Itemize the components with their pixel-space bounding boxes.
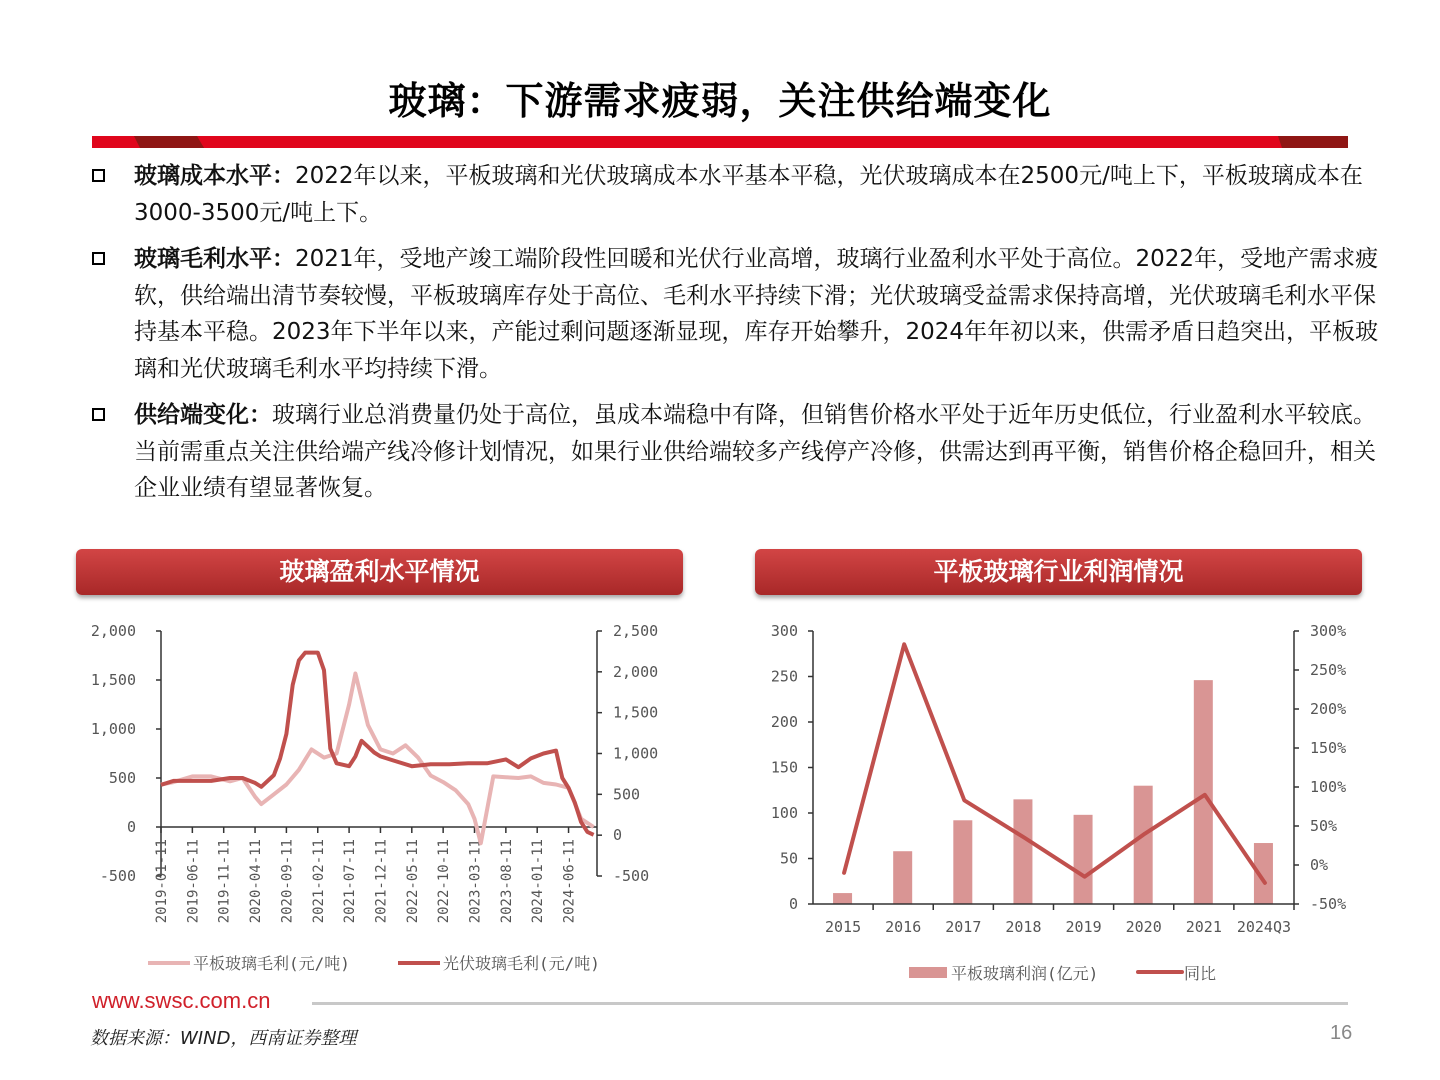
svg-text:150: 150: [770, 758, 798, 777]
page-title: 玻璃：下游需求疲弱，关注供给端变化: [388, 79, 1052, 123]
bullet-list: [92, 158, 1382, 517]
svg-text:2017: 2017: [945, 918, 982, 936]
svg-text:2,000: 2,000: [613, 662, 659, 681]
bullet-gross-margin: [92, 241, 1382, 387]
svg-text:500: 500: [108, 769, 136, 787]
svg-text:100: 100: [770, 804, 798, 822]
right-chart-title: 平板玻璃行业利润情况: [755, 549, 1362, 595]
svg-text:2024Q3: 2024Q3: [1236, 918, 1292, 936]
svg-text:0: 0: [613, 826, 623, 845]
svg-text:2,000: 2,000: [90, 622, 136, 640]
svg-text:200: 200: [770, 713, 798, 731]
svg-text:2019: 2019: [1065, 918, 1102, 936]
svg-text:300: 300: [770, 622, 798, 640]
title-divider-bar: [92, 136, 1348, 148]
svg-text:1,000: 1,000: [90, 720, 136, 738]
svg-text:2021: 2021: [1185, 918, 1222, 936]
svg-text:2019-06-11: 2019-06-11: [185, 839, 202, 924]
bullet-text: 2021年，受地产竣工端阶段性回暖和光伏行业高增，玻璃行业盈利水平处于高位。2022年，受地产需求疲软，供给端出清节奏较慢，平板玻璃库存处于高位、毛利水平持续下滑；光伏玻璃受益需求保持高增，光伏玻璃毛利水平保持基本平稳。2023年下半年以来，产能过剩问题逐渐显现，库存开始攀升，2024年年初以来，供需矛盾日趋突出，平板玻璃和光伏玻璃毛利水平均持续下滑。: [134, 246, 1379, 382]
svg-text:1,500: 1,500: [90, 671, 136, 689]
svg-text:250: 250: [770, 667, 798, 686]
svg-text:2024-01-11: 2024-01-11: [530, 839, 547, 924]
flat-glass-profit-combo-chart: [755, 610, 1365, 990]
svg-text:250%: 250%: [1310, 661, 1347, 679]
svg-text:2024-06-11: 2024-06-11: [561, 839, 578, 924]
svg-text:0%: 0%: [1310, 856, 1329, 874]
svg-text:300%: 300%: [1310, 622, 1347, 640]
svg-text:500: 500: [613, 785, 641, 804]
svg-text:同比: 同比: [1184, 964, 1217, 983]
square-bullet-icon: [92, 408, 105, 421]
bullet-text: 玻璃行业总消费量仍处于高位，虽成本端稳中有降，但销售价格水平处于近年历史低位，行业盈利水平较底。当前需重点关注供给端产线冷修计划情况，如果行业供给端较多产线停产冷修，供需达到再平衡，销售价格企稳回升，相关企业业绩有望显著恢复。: [134, 402, 1376, 501]
bullet-label: 供给端变化：: [134, 402, 272, 428]
svg-text:2015: 2015: [825, 918, 862, 936]
svg-text:2020: 2020: [1125, 918, 1162, 936]
svg-text:2021-02-11: 2021-02-11: [310, 839, 327, 924]
svg-text:-500: -500: [99, 867, 136, 885]
footer-url[interactable]: www.swsc.com.cn: [92, 988, 271, 1013]
svg-text:0: 0: [788, 895, 798, 913]
glass-margin-line-chart: [76, 610, 686, 990]
svg-text:0: 0: [126, 818, 136, 836]
svg-text:-50%: -50%: [1310, 895, 1347, 913]
svg-text:200%: 200%: [1310, 700, 1347, 718]
svg-text:2022-05-11: 2022-05-11: [404, 839, 421, 924]
svg-text:平板玻璃毛利(元/吨): 平板玻璃毛利(元/吨): [193, 954, 350, 973]
page-number: 16: [1330, 1022, 1353, 1044]
left-chart-title: 玻璃盈利水平情况: [76, 549, 683, 595]
svg-text:2020-09-11: 2020-09-11: [279, 839, 296, 924]
svg-text:光伏玻璃毛利(元/吨): 光伏玻璃毛利(元/吨): [443, 954, 600, 973]
svg-text:50%: 50%: [1310, 817, 1338, 835]
svg-text:50: 50: [779, 849, 798, 868]
square-bullet-icon: [92, 252, 105, 265]
bullet-text: 2022年以来，平板玻璃和光伏玻璃成本水平基本平稳，光伏玻璃成本在2500元/吨上下，平板玻璃成本在3000-3500元/吨上下。: [134, 163, 1363, 226]
bullet-label: 玻璃毛利水平：: [134, 246, 295, 272]
svg-text:2020-04-11: 2020-04-11: [248, 839, 265, 924]
square-bullet-icon: [92, 169, 105, 182]
bullet-cost-level: [92, 158, 1382, 231]
svg-text:-500: -500: [613, 867, 650, 885]
svg-text:1,500: 1,500: [613, 703, 659, 722]
footer-divider: [312, 1002, 1348, 1005]
svg-text:2019-11-11: 2019-11-11: [216, 839, 233, 924]
svg-text:2022-10-11: 2022-10-11: [436, 839, 453, 924]
svg-text:2023-08-11: 2023-08-11: [498, 839, 515, 924]
svg-text:2021-07-11: 2021-07-11: [342, 839, 359, 924]
svg-text:2016: 2016: [885, 918, 922, 936]
svg-text:2018: 2018: [1005, 918, 1042, 936]
svg-text:平板玻璃利润(亿元): 平板玻璃利润(亿元): [951, 964, 1099, 983]
svg-text:150%: 150%: [1310, 739, 1347, 757]
svg-text:2021-12-11: 2021-12-11: [373, 839, 390, 924]
data-source-note: 数据来源：WIND，西南证券整理: [90, 1028, 357, 1049]
svg-text:2,500: 2,500: [613, 622, 659, 640]
svg-text:2023-03-11: 2023-03-11: [467, 839, 484, 924]
bullet-supply-change: [92, 397, 1382, 507]
bullet-label: 玻璃成本水平：: [134, 163, 295, 189]
svg-text:100%: 100%: [1310, 778, 1347, 796]
svg-text:1,000: 1,000: [613, 744, 659, 763]
svg-text:2019-01-11: 2019-01-11: [154, 839, 170, 924]
